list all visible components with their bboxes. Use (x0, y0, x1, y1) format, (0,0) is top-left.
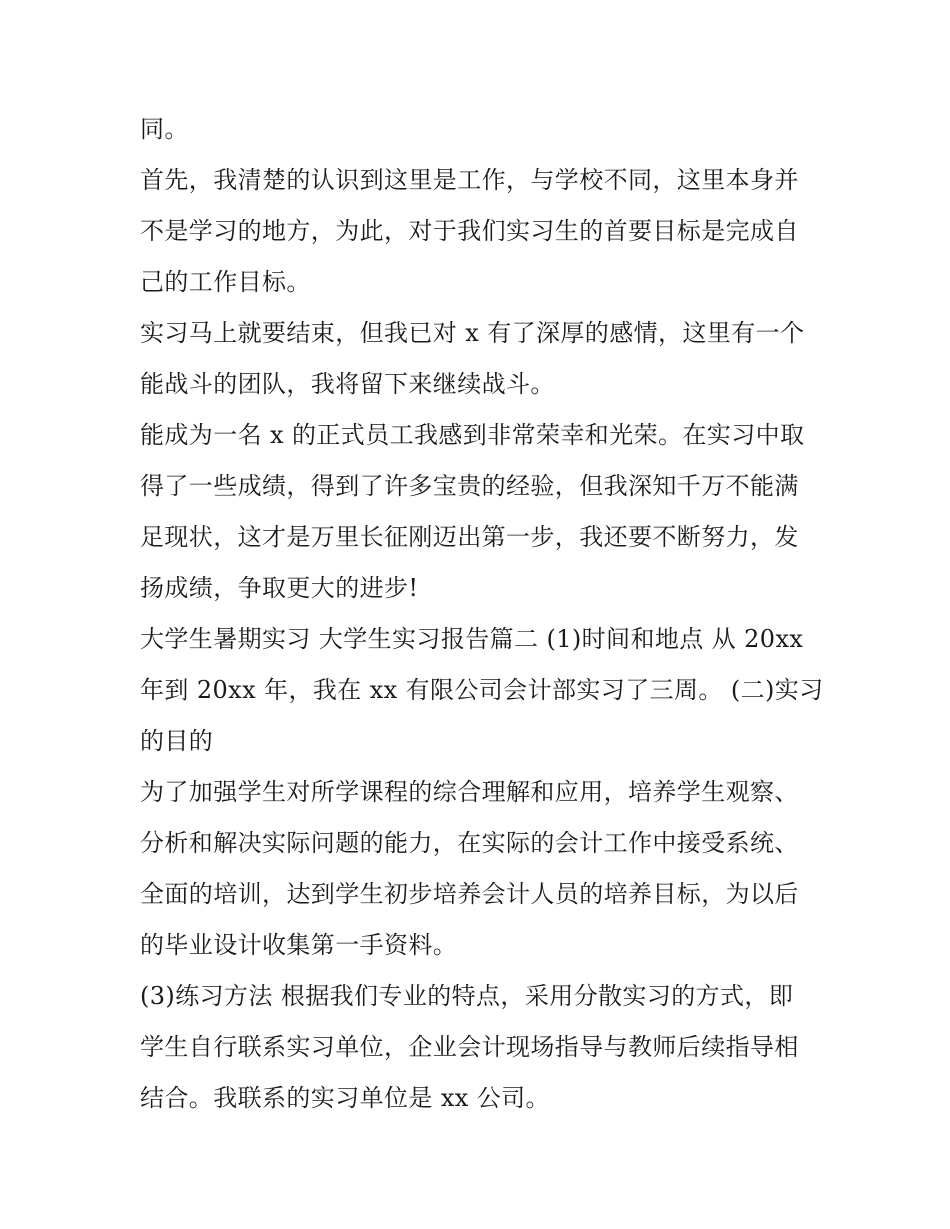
text-line: 大学生暑期实习 大学生实习报告篇二 (1)时间和地点 从 20xx (140, 625, 804, 653)
text-line: 首先，我清楚的认识到这里是工作，与学校不同，这里本身并 (140, 166, 799, 194)
text-line: 为了加强学生对所学课程的综合理解和应用，培养学生观察、 (140, 778, 799, 806)
text-line: 全面的培训，达到学生初步培养会计人员的培养目标，为以后 (140, 880, 799, 908)
text-line: 分析和解决实际问题的能力，在实际的会计工作中接受系统、 (140, 829, 799, 857)
text-line: 能成为一名 x 的正式员工我感到非常荣幸和光荣。在实习中取 (140, 421, 805, 449)
document-body (140, 104, 824, 1124)
text-line: 扬成绩，争取更大的进步! (140, 574, 419, 602)
text-line: 得了一些成绩，得到了许多宝贵的经验，但我深知千万不能满 (140, 472, 799, 500)
text-line: 不是学习的地方，为此，对于我们实习生的首要目标是完成自 (140, 217, 799, 245)
text-line: 的毕业设计收集第一手资料。 (140, 931, 458, 959)
text-line: (3)练习方法 根据我们专业的特点，采用分散实习的方式，即 (140, 982, 794, 1010)
text-line: 己的工作目标。 (140, 268, 311, 296)
text-line: 同。 (140, 115, 189, 143)
text-line: 的目的 (140, 727, 214, 755)
text-line: 实习马上就要结束，但我已对 x 有了深厚的感情，这里有一个 (140, 319, 805, 347)
text-line: 年到 20xx 年，我在 xx 有限公司会计部实习了三周。 (二)实习 (140, 676, 824, 704)
text-line: 足现状，这才是万里长征刚迈出第一步，我还要不断努力，发 (140, 523, 799, 551)
text-line: 能战斗的团队，我将留下来继续战斗。 (140, 370, 555, 398)
text-line: 学生自行联系实习单位，企业会计现场指导与教师后续指导相 (140, 1033, 799, 1061)
text-line: 结合。我联系的实习单位是 xx 公司。 (140, 1084, 550, 1112)
